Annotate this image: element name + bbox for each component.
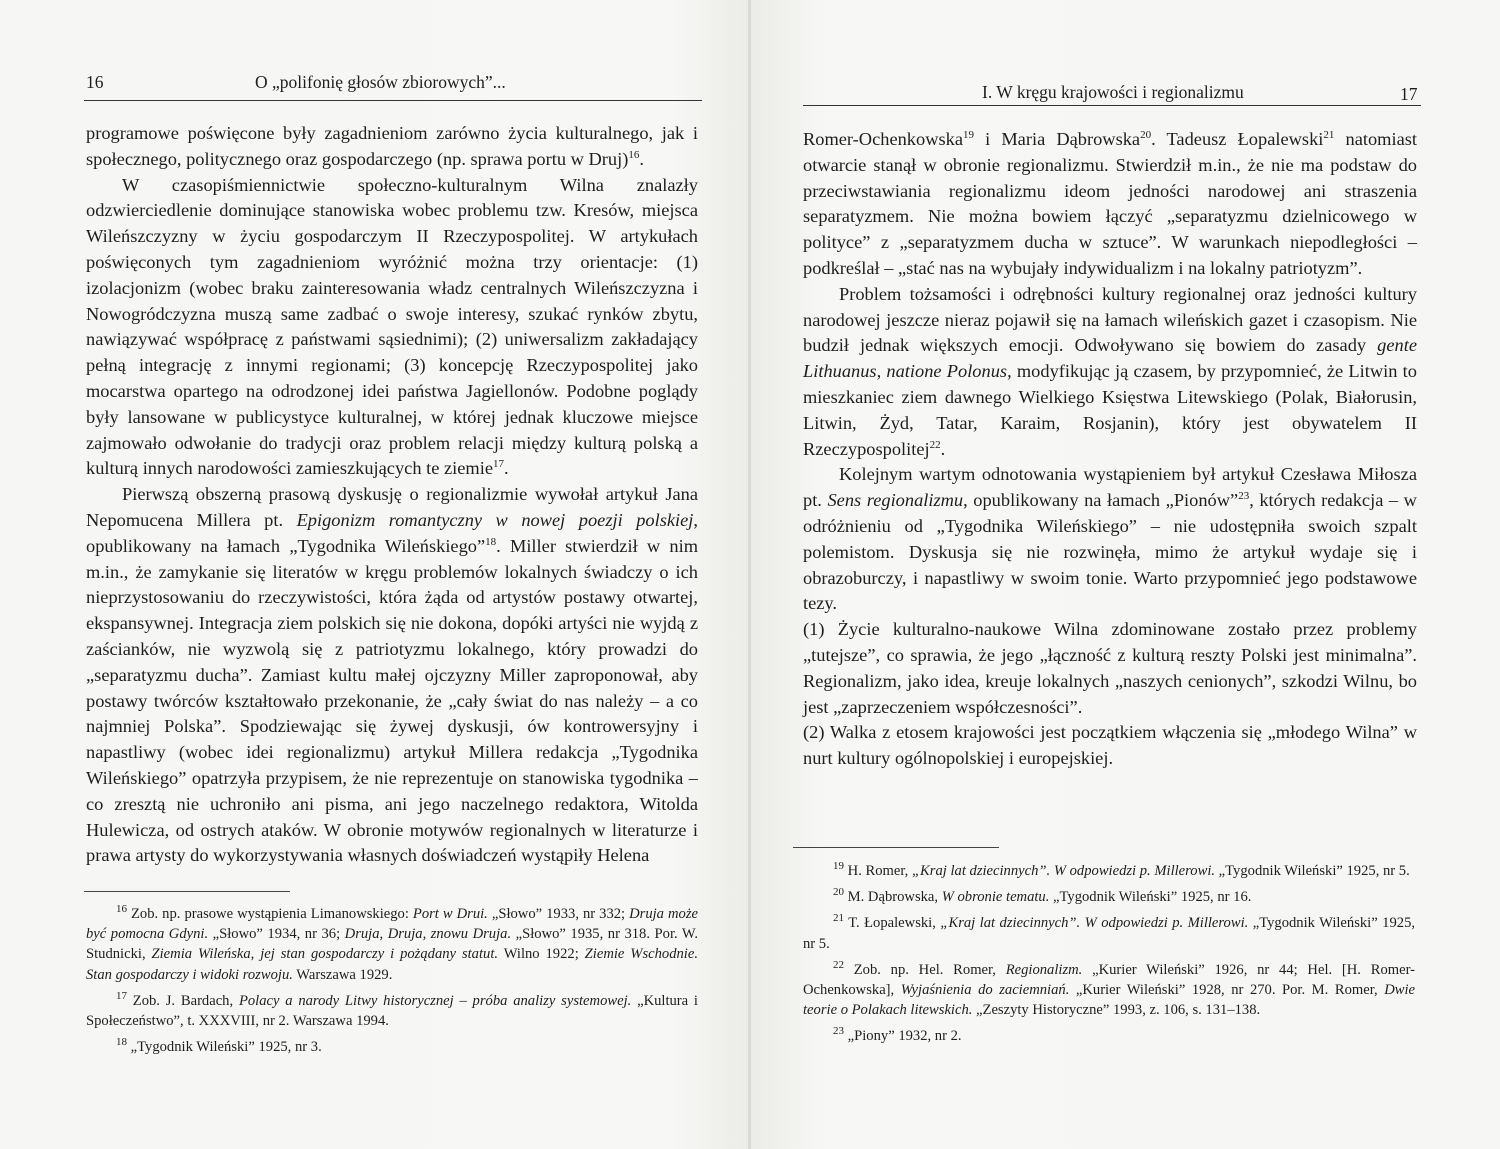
footnote-ref: 17 [493, 458, 504, 471]
footnote-ref: 23 [1238, 490, 1250, 503]
footnote-rule-left [84, 891, 290, 892]
footnote-21: $^{21}$ T. Łopalewski, „Kraj lat dziecinnych”. W odpowiedzi p. Millerowi. „Tygodnik Wileński” 1925, nr 5. [803, 912, 1416, 952]
running-head-left: O „polifonię głosów zbiorowych”... [255, 72, 506, 92]
footnotes-left [86, 904, 698, 1063]
paragraph: Problem tożsamości i odrębności kultury regionalnej oraz jedności kultury narodowej jeszcze nieraz pojawił się na łamach wileńskich gazet i czasopism. Nie budził jednak większych emocji. Odwoływano się bowiem do zasady gente Lithuanus, natione Polonus, modyfikując ją czasem, by przypomnieć, że Litwin to mieszkaniec ziem dawnego Wielkiego Księstwa Litewskiego (Polak, Białorusin, Litwin, Żyd, Tatar, Karaim, Rosjanin), który jest obywatelem II Rzeczypospolitej$^{22}$. [803, 283, 1417, 459]
main-text-left [86, 121, 698, 869]
main-text-right [803, 127, 1417, 772]
footnote-19: $^{19}$ H. Romer, „Kraj lat dziecinnych”. W odpowiedzi p. Millerowi. „Tygodnik Wileński” 1925, nr 5. [833, 860, 1410, 879]
footnote-17: $^{17}$ Zob. J. Bardach, Polacy a narody Litwy historycznej – próba analizy systemowej. „Kultura i Społeczeństwo”, t. XXXVIII, nr 2. Warszawa 1994. [86, 989, 698, 1030]
page-number-right: 17 [1400, 84, 1418, 104]
header-rule-right [803, 105, 1421, 106]
paragraph: (2) Walka z etosem krajowości jest początkiem włączenia się „młodego Wilna” w nurt kultury ogólnopolskiej i europejskiej. [803, 722, 1417, 769]
footnote-18: $^{18}$ „Tygodnik Wileński” 1925, nr 3. [116, 1036, 322, 1056]
paragraph: W czasopiśmiennictwie społeczno-kulturalnym Wilna znalazły odzwierciedlenie dominujące stanowiska wobec problemu tzw. Kresów, miejsca Wileńszczyzny w życiu gospodarczym II Rzeczypospolitej. W artykułach poświęconych tym zagadnieniom wyróżnić można trzy orientacje: (1) izolacjonizm (wobec braku zainteresowania władz centralnych Wileńszczyzna i Nowogródczyzna muszą same zadbać o swoje interesy, szukać rynków zbytu, nawiązywać współpracę z państwami sąsiednimi); (2) uniwersalizm zakładający pełną integrację z innymi regionami; (3) koncepcję Rzeczypospolitej jako mocarstwa opartego na odrodzonej idei państwa Jagiellonów. Podobne poglądy były lansowane w publicystyce kulturalnej, w której jednak kluczowe miejsce zajmowało odwołanie do tradycji oraz problem relacji między kulturą polską a kulturą innych narodowości zamieszkujących te ziemie$^{17}$. [86, 174, 698, 479]
footnote-22: $^{22}$ Zob. np. Hel. Romer, Regionalizm. „Kurier Wileński” 1926, nr 44; Hel. [H. Romer-Ochenkowska], Wyjaśnienia do zaciemniań. „Kurier Wileński” 1928, nr 270. Por. M. Romer, Dwie teorie o Polakach litewskich. „Zeszyty Historyczne” 1993, z. 106, s. 131–138. [803, 958, 1416, 1019]
footnote-rule-right [793, 847, 999, 848]
paragraph: Pierwszą obszerną prasową dyskusję o regionalizmie wywołał artykuł Jana Nepomucena Millera pt. Epigonizm romantyczny w nowej poezji polskiej, opublikowany na łamach „Tygodnika Wileńskiego”$^{18}$. Miller stwierdził w nim m.in., że zamykanie się literatów w kręgu problemów lokalnych świadczy o ich nieprzystosowaniu do rzeczywistości, która żąda od artystów postawy otwartej, ekspansywnej. Integracja ziem polskich się nie dokona, dopóki artyści nie wyjdą z zaścianków, nie wyzwolą się z patriotyzmu lokalnego, który prowadzi do „separatyzmu ducha”. Zamiast kultu małej ojczyzny Miller zaproponował, aby postawy twórców kształtowało przekonanie, że „cały świat do nas należy – a co najmniej Polska”. Spodziewając się żywej dyskusji, ów kontrowersyjny i napastliwy (wobec idei regionalizmu) artykuł Millera redakcja „Tygodnika Wileńskiego” opatrzyła przypisem, że nie reprezentuje on stanowiska tygodnika – co zresztą nie uchroniło ani pisma, ani jego naczelnego redaktora, Witolda Hulewicza, od ostrych ataków. W obronie motywów regionalnych w literaturze i prawa artysty do wykorzystywania własnych doświadczeń wystąpiły Helena [86, 484, 699, 866]
page-number-left: 16 [86, 72, 104, 92]
paragraph: Kolejnym wartym odnotowania wystąpieniem był artykuł Czesława Miłosza pt. Sens regionalizmu, opublikowany na łamach „Pionów”$^{23}$, których redakcja – w odróżnieniu od „Tygodnika Wileńskiego” – nie udostępniła swoich szpalt polemistom. Dyskusja się nie rozwinęła, mimo że artykuł wydaje się i obrazoburczy, i napastliwy w swoim tonie. Warto przypomnieć jego podstawowe tezy. [803, 464, 1417, 614]
footnote-ref: 18 [485, 535, 497, 548]
footnote-16: $^{16}$ Zob. np. prasowe wystąpienia Limanowskiego: Port w Drui. „Słowo” 1933, nr 332; Druja może być pomocna Gdyni. „Słowo” 1934, nr 36; Druja, Druja, znowu Druja. „Słowo” 1935, nr 318. Por. W. Studnicki, Ziemia Wileńska, jej stan gospodarczy i pożądany statut. Wilno 1922; Ziemie Wschodnie. Stan gospodarczy i widoki rozwoju. Warszawa 1929. [86, 903, 698, 983]
paragraph: Romer-Ochenkowska$^{19}$ i Maria Dąbrowska$^{20}$. Tadeusz Łopalewski$^{21}$ natomiast otwarcie stanął w obronie regionalizmu. Stwierdził m.in., że nie ma podstaw do przeciwstawiania regionalizmu ideom jedności narodowej ani straszenia separatyzmem. Nie można bowiem łączyć „separatyzmu dzielnicowego w polityce” z „separatyzmem ducha w sztuce”. W warunkach niepodległości – podkreślał – „stać nas na wybujały indywidualizm i na lokalny patriotyzm”. [803, 128, 1418, 278]
header-rule-left [84, 100, 702, 101]
footnote-ref: 20 [1140, 128, 1152, 141]
left-page [0, 0, 749, 1149]
footnote-23: $^{23}$ „Piony” 1932, nr 2. [833, 1025, 962, 1045]
paragraph: programowe poświęcone były zagadnieniom zarówno życia kulturalnego, jak i społecznego, politycznego oraz gospodarczego (np. sprawa portu w Druj)$^{16}$. [86, 123, 698, 169]
footnote-ref: 21 [1323, 128, 1335, 141]
footnote-ref: 22 [929, 438, 941, 451]
footnote-ref: 16 [628, 148, 640, 161]
paragraph: (1) Życie kulturalno-naukowe Wilna zdominowane zostało przez problemy „tutejsze”, co sprawia, że jego „łączność z kulturą reszty Polski jest minimalna”. Regionalizm, jako idea, kreuje lokalnych „naszych cenionych”, szkodzi Wilnu, bo jest „zaprzeczeniem współczesności”. [803, 619, 1417, 717]
right-page [751, 0, 1500, 1149]
footnote-20: $^{20}$ M. Dąbrowska, W obronie tematu. „Tygodnik Wileński” 1925, nr 16. [833, 886, 1252, 906]
footnotes-right [803, 861, 1415, 1053]
running-head-right: I. W kręgu krajowości i regionalizmu [982, 82, 1244, 102]
footnote-ref: 19 [963, 128, 974, 141]
